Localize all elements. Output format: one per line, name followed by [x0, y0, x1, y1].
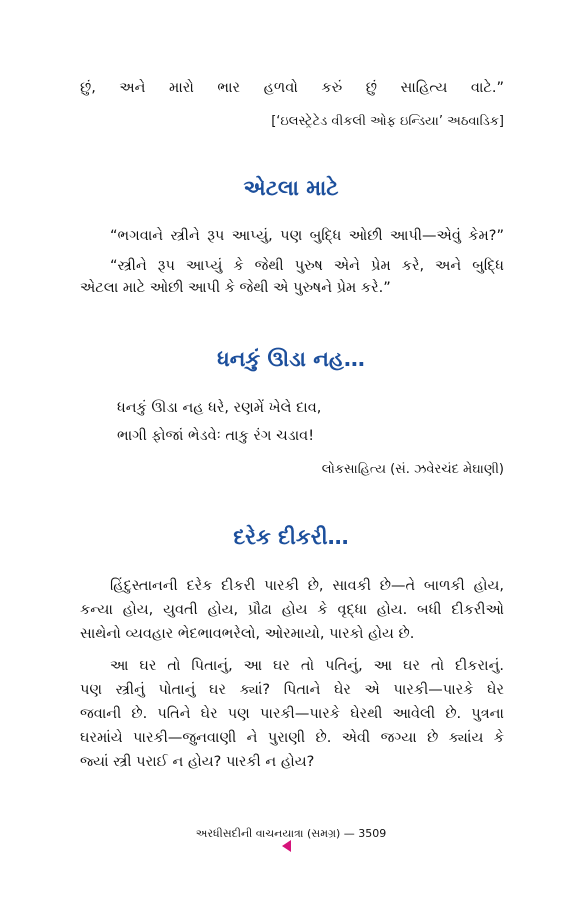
- section1-line-3: એટલા માટે ઓછી આપી કે જેથી એ પુરુષને પ્રેમ કરે.”: [80, 280, 391, 296]
- section2-source: લોકસાહિત્ય (સં. ઝવેરચંદ મેઘાણી): [321, 462, 504, 477]
- page-footer: અરધીસદીની વાચનયાત્રા (સમગ્ર) — 3509: [195, 827, 387, 840]
- section3-line-4: આ ઘર તો પિતાનું, આ ઘર તો પતિનું, આ ઘર તો દીકરાનું.: [110, 658, 504, 674]
- section3-line-7: ઘરમાંયે પારકી—જુનવાણી ને પુરાણી છે. એવી જગ્યા છે ક્યાંય કે: [80, 730, 504, 746]
- section1-title: એટલા માટે: [243, 176, 339, 200]
- section3-line-2: કન્યા હોય, યુવતી હોય, પ્રૌઢા હોય કે વૃદ્ધા હોય. બધી દીકરીઓ: [80, 602, 504, 618]
- section1-line-2: “સ્ત્રીને રૂપ આપ્યું કે જેથી પુરુષ એને પ્રેમ કરે, અને બુદ્ધિ: [110, 258, 504, 274]
- section3-line-8: જ્યાં સ્ત્રી પરાઈ ન હોય? પારકી ન હોય?: [80, 754, 315, 770]
- section2-title: ધનકું ઊડા નહ…: [217, 347, 365, 371]
- section3-line-5: પણ સ્ત્રીનું પોતાનું ઘર ક્યાં? પિતાને ઘેર એ પારકી—પારકે ઘેર: [80, 682, 504, 698]
- intro-line: છું, અને મારો ભાર હળવો કરું છું સાહિત્ય વાટે.”: [80, 80, 504, 96]
- intro-source: [‘ઇલસ્ટ્રેટેડ વીકલી ઓફ ઇન્ડિયા’ અઠવાડિક]: [271, 114, 504, 129]
- left-triangle-icon: [280, 838, 292, 854]
- section3-title: દરેક દીકરી…: [233, 525, 349, 549]
- section3-line-3: સાથેનો વ્યવહાર ભેદભાવભરેલો, ઓરમાયો, પારકો હોય છે.: [80, 626, 415, 642]
- section2-verse-1: ધનકું ઊડા નહ ધરે, રણમેં ખેલે દાવ,: [117, 400, 322, 416]
- section3-line-6: જવાની છે. પતિને ઘેર પણ પારકી—પારકે ઘેરથી આવેલી છે. પુત્રના: [80, 706, 504, 722]
- section2-verse-2: ભાગી ફોજાં ભેડવેઃ તાકુ રંગ ચડાવ!: [117, 428, 315, 444]
- section1-line-1: “ભગવાને સ્ત્રીને રૂપ આપ્યું, પણ બુદ્ધિ ઓછી આપી—એવું કેમ?”: [110, 228, 504, 244]
- section3-line-1: હિંદુસ્તાનની દરેક દીકરી પારકી છે, સાવકી છે—તે બાળકી હોય,: [110, 578, 504, 594]
- prev-page-button[interactable]: [280, 838, 292, 854]
